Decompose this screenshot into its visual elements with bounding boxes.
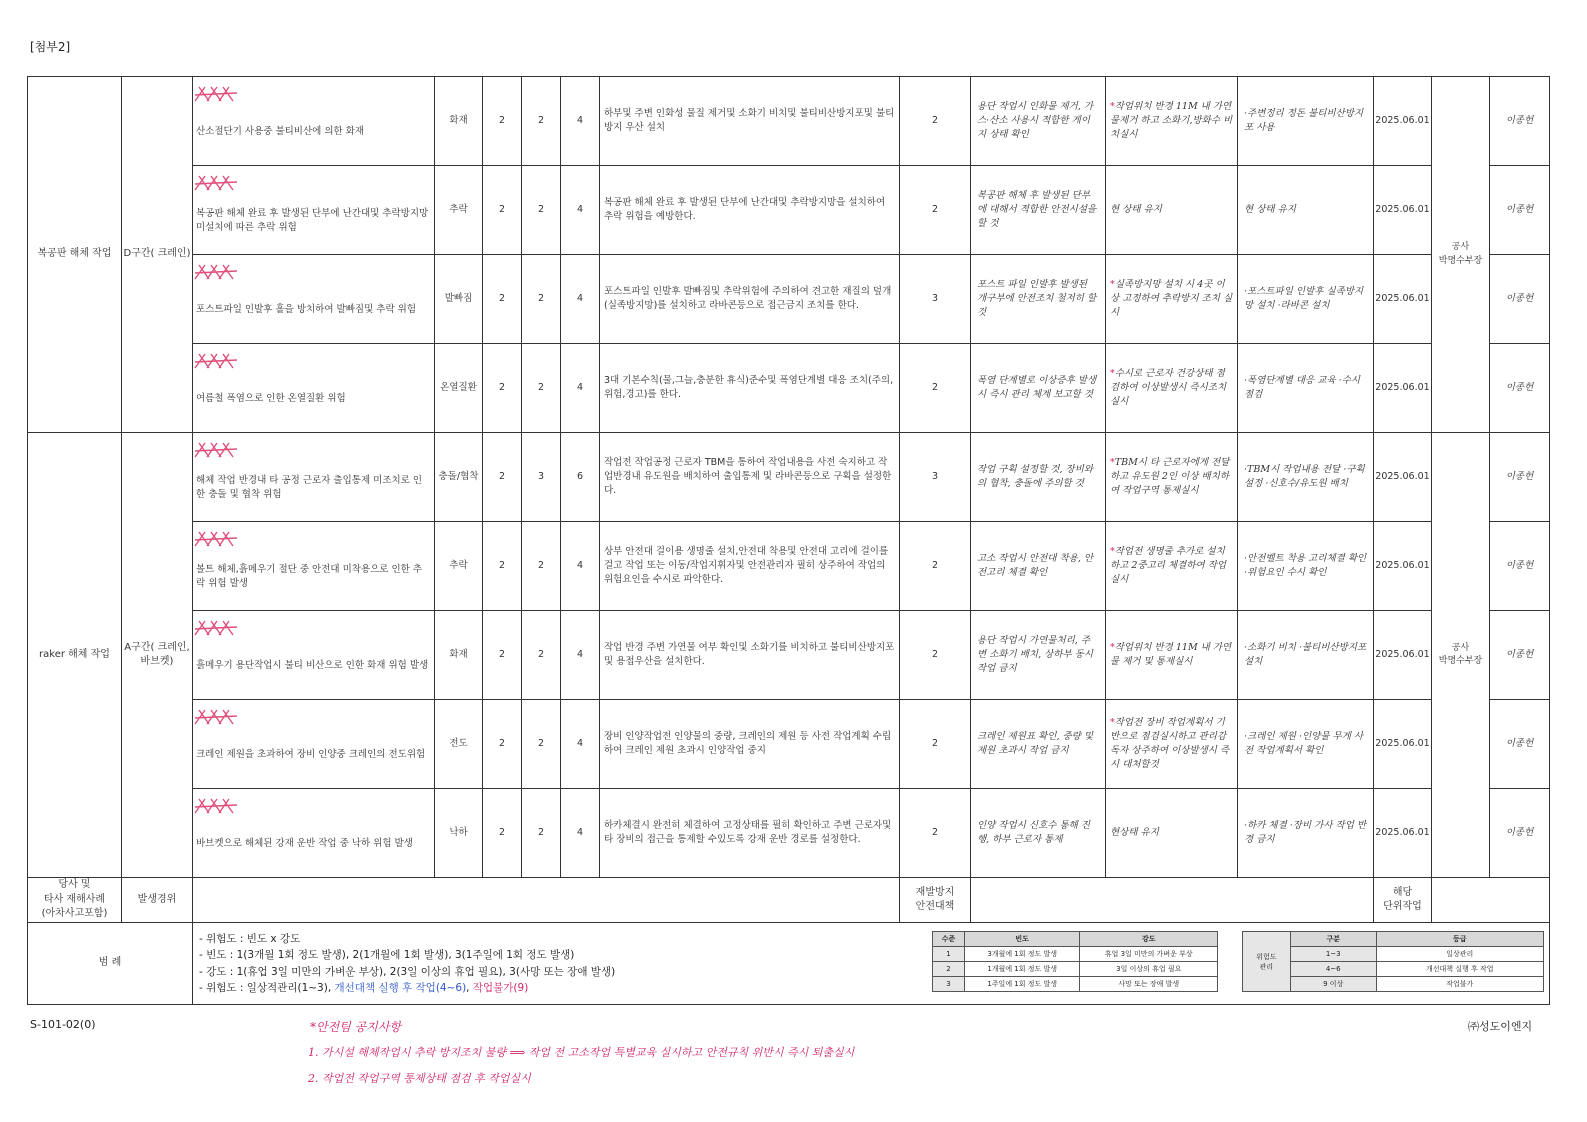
handwritten-improvement-note [1106, 522, 1238, 611]
risk-after-value: 2 [900, 611, 971, 700]
severity-value: 2 [522, 789, 561, 878]
legend-stop-text: 작업불가(9) [472, 981, 529, 994]
legend-label: 범 례 [28, 923, 193, 1005]
check-mark-icon [193, 261, 241, 283]
unit-work-label: 해당 단위작업 [1374, 878, 1432, 923]
check-mark-icon [193, 83, 241, 105]
check-mark-icon [193, 795, 241, 817]
accident-type: 발빠짐 [435, 255, 483, 344]
safety-notice-title: *안전팀 공지사항 [310, 1020, 401, 1034]
mini-header-row [933, 932, 1218, 947]
check-mark-icon [193, 706, 241, 728]
hazard-text: 산소절단기 사용중 불티비산에 의한 화재 [196, 126, 365, 138]
safety-measure: 장비 인양작업전 인양물의 중량, 크레인의 제원 등 사전 작업계획 수립하여 크레인 제원 초과시 인양작업 중지 [600, 700, 900, 789]
safety-notice-2: 2. 작업전 작업구역 통제상태 점검 후 작업실시 [308, 1072, 531, 1085]
document-code: S-101-02(0) [30, 1018, 96, 1031]
accident-type: 온열질환 [435, 344, 483, 433]
severity-value: 2 [522, 166, 561, 255]
handwritten-improvement-note [1106, 166, 1238, 255]
mini-cell: 1~3 [1290, 947, 1376, 962]
hazard-cell [193, 789, 435, 878]
hazard-text: 볼트 해체,흙메우기 절단 중 안전대 미착용으로 인한 추락 위험 발생 [196, 564, 423, 589]
company-name: ㈜성도이엔지 [1468, 1020, 1533, 1033]
completion-date: 2025.06.01 [1374, 344, 1432, 433]
check-mark-icon [193, 172, 241, 194]
risk-value: 4 [561, 166, 600, 255]
asterisk-mark: * [1110, 546, 1115, 558]
work-name: 복공판 해체 작업 [28, 77, 122, 433]
risk-after-value: 2 [900, 166, 971, 255]
handwritten-result-note: ·포스트파일 인발후 실족방지망 설치 ·라바콘 설치 [1238, 255, 1374, 344]
mini-header: 빈도 [964, 932, 1080, 947]
checker-signature: 이종헌 [1490, 611, 1550, 700]
severity-value: 3 [522, 433, 561, 522]
handwritten-check-note: 포스트 파일 인발후 발생된 개구부에 안전조치 철저히 할 것 [971, 255, 1106, 344]
mini-cell: 4~6 [1290, 962, 1376, 977]
accident-type: 추락 [435, 522, 483, 611]
hazard-cell [193, 611, 435, 700]
handwritten-result-note: ·주변정리 정돈 불티비산방지포 사용 [1238, 77, 1374, 166]
completion-date: 2025.06.01 [1374, 611, 1432, 700]
mini-cell: 1주일에 1회 정도 발생 [964, 977, 1080, 992]
risk-after-value: 2 [900, 522, 971, 611]
asterisk-mark: * [1110, 642, 1115, 654]
mini-cell: 2 [933, 962, 965, 977]
improvement-text: TBM시 타 근로자에게 전달하고 유도원 2인 이상 배치하여 작업구역 통제실시 [1110, 457, 1230, 496]
handwritten-improvement-note [1106, 255, 1238, 344]
risk-row [28, 77, 1550, 166]
hazard-cell [193, 166, 435, 255]
accident-type: 화재 [435, 611, 483, 700]
checker-signature: 이종헌 [1490, 789, 1550, 878]
risk-after-value: 2 [900, 77, 971, 166]
frequency-value: 2 [483, 344, 522, 433]
handwritten-check-note: 복공판 해체 후 발생된 단부에 대해서 적합한 안전시설을 할 것 [971, 166, 1106, 255]
hazard-cell [193, 77, 435, 166]
history-content [193, 878, 900, 923]
risk-row [28, 700, 1550, 789]
accident-case-row [28, 878, 1550, 923]
safety-measure: 3대 기본수칙(물,그늘,충분한 휴식)준수및 폭염단계별 대응 조치(주의,위험,경고)를 한다. [600, 344, 900, 433]
mini-cell: 3일 이상의 휴업 필요 [1080, 962, 1218, 977]
check-mark-icon [193, 617, 241, 639]
asterisk-mark: * [1110, 101, 1115, 113]
history-label: 발생경위 [122, 878, 193, 923]
hazard-text: 크레인 제원을 초과하여 장비 인양중 크레인의 전도위험 [196, 749, 426, 761]
severity-value: 2 [522, 700, 561, 789]
frequency-value: 2 [483, 522, 522, 611]
accident-type: 낙하 [435, 789, 483, 878]
frequency-value: 2 [483, 700, 522, 789]
prevention-content [971, 878, 1374, 923]
safety-measure: 하부및 주변 인화성 물질 제거및 소화기 비치및 불티비산방지포및 불티 방지 우산 설치 [600, 77, 900, 166]
mini-cell: 작업불가 [1376, 977, 1543, 992]
risk-value: 4 [561, 344, 600, 433]
improvement-text: 작업전 생명줄 추가로 설치하고 2중고리 체결하여 작업실시 [1110, 546, 1227, 585]
asterisk-mark: * [1110, 457, 1115, 469]
mini-cell: 1개월에 1회 정도 발생 [964, 962, 1080, 977]
handwritten-improvement-note [1106, 344, 1238, 433]
work-name: raker 해체 작업 [28, 433, 122, 878]
frequency-value: 2 [483, 611, 522, 700]
frequency-value: 2 [483, 77, 522, 166]
legend-improve-text: 개선대책 실행 후 작업(4~6) [334, 981, 467, 994]
safety-measure: 포스트파일 인발후 발빠짐및 추락위험에 주의하여 견고한 재질의 덮개(실족방지망)를 설치하고 라바콘등으로 접근금지 조치를 한다. [600, 255, 900, 344]
handwritten-result-note: ·크레인 제원 ·인양물 무게 사전 작업계획서 확인 [1238, 700, 1374, 789]
mini-cell: 3 [933, 977, 965, 992]
severity-value: 2 [522, 77, 561, 166]
handwritten-improvement-note [1106, 433, 1238, 522]
hazard-text: 바브켓으로 해체된 강재 운반 작업 중 낙하 위험 발생 [196, 838, 413, 850]
accident-type: 전도 [435, 700, 483, 789]
handwritten-result-note: 현 상태 유지 [1238, 166, 1374, 255]
mini-header: 수준 [933, 932, 965, 947]
improvement-text: 실족방지망 설치 시 4곳 이상 고정하여 추락방지 조치 실시 [1110, 279, 1233, 318]
improvement-text: 수시로 근로자 건강상태 점검하여 이상발생시 즉시조치실시 [1110, 368, 1227, 407]
severity-value: 2 [522, 255, 561, 344]
handwritten-result-note: ·소화기 비치 ·불티비산방지포 설치 [1238, 611, 1374, 700]
completion-date: 2025.06.01 [1374, 433, 1432, 522]
mini-cell: 9 이상 [1290, 977, 1376, 992]
accident-type: 충돌/협착 [435, 433, 483, 522]
mini-cell: 휴업 3일 미만의 가벼운 부상 [1080, 947, 1218, 962]
risk-row [28, 344, 1550, 433]
legend-line-4-prefix: - 위험도 : 일상적관리(1~3), [199, 981, 335, 994]
accident-type: 추락 [435, 166, 483, 255]
completion-date: 2025.06.01 [1374, 77, 1432, 166]
safety-measure: 작업전 작업공정 근로자 TBM을 통하여 작업내용을 사전 숙지하고 작업반경내 유도원을 배치하여 출입통제 및 라바콘등으로 구획을 설정한다. [600, 433, 900, 522]
prevention-label: 재발방지 안전대책 [900, 878, 971, 923]
risk-row [28, 255, 1550, 344]
checker-signature: 이종헌 [1490, 255, 1550, 344]
handwritten-check-note: 작업 구획 설정할 것, 장비와의 협착, 충돌에 주의할 것 [971, 433, 1106, 522]
approver: 공사 박명수부장 [1432, 433, 1490, 878]
work-area: A구간( 크레인,바브켓) [122, 433, 193, 878]
asterisk-mark: * [1110, 279, 1115, 291]
approver: 공사 박명수부장 [1432, 77, 1490, 433]
mini-header: 강도 [1080, 932, 1218, 947]
hazard-text: 포스트파일 인발후 홀을 방치하여 발빠짐및 추락 위험 [196, 304, 417, 316]
frequency-value: 2 [483, 166, 522, 255]
mini-cell: 개선대책 실행 후 작업 [1376, 962, 1543, 977]
unit-work-content [1432, 878, 1550, 923]
work-area: D구간( 크레인) [122, 77, 193, 433]
handwritten-check-note: 용단 작업시 가연물처리, 주변 소화기 배치, 상하부 동시작업 금지 [971, 611, 1106, 700]
checker-signature: 이종헌 [1490, 522, 1550, 611]
legend-line-2: - 빈도 : 1(3개월 1회 정도 발생), 2(1개월에 1회 발생), 3(1주일에 1회 정도 발생) [199, 949, 575, 962]
risk-row [28, 611, 1550, 700]
risk-value: 4 [561, 255, 600, 344]
improvement-text: 작업위치 반경 11M 내 가연물 제거 및 통제실시 [1110, 642, 1232, 667]
hazard-cell [193, 700, 435, 789]
risk-management-label: 위험도 관리 [1243, 932, 1291, 992]
asterisk-mark: * [1110, 368, 1115, 380]
frequency-severity-table [932, 931, 1218, 992]
improvement-text: 현 상태 유지 [1110, 204, 1162, 216]
legend-line-3: - 강도 : 1(휴업 3일 미만의 가벼운 부상), 2(3일 이상의 휴업 필요), 3(사망 또는 장애 발생) [199, 965, 616, 978]
risk-after-value: 2 [900, 700, 971, 789]
severity-value: 2 [522, 611, 561, 700]
risk-value: 4 [561, 700, 600, 789]
severity-value: 2 [522, 522, 561, 611]
completion-date: 2025.06.01 [1374, 789, 1432, 878]
checker-signature: 이종헌 [1490, 77, 1550, 166]
mini-cell: 사망 또는 장애 발생 [1080, 977, 1218, 992]
handwritten-check-note: 용단 작업시 인화물 제거, 가스·산소 사용시 적합한 게이지 상태 확인 [971, 77, 1106, 166]
risk-after-value: 3 [900, 433, 971, 522]
risk-after-value: 2 [900, 344, 971, 433]
mini-row [933, 947, 1218, 962]
check-mark-icon [193, 528, 241, 550]
risk-row [28, 789, 1550, 878]
attachment-label: [첨부2] [30, 40, 71, 54]
safety-measure: 하카체결시 완전히 체결하여 고정상태를 필히 확인하고 주변 근로자및 타 장비의 접근을 통제할 수있도록 강재 운반 경로를 설정한다. [600, 789, 900, 878]
handwritten-improvement-note [1106, 77, 1238, 166]
risk-value: 6 [561, 433, 600, 522]
handwritten-improvement-note [1106, 789, 1238, 878]
handwritten-check-note: 인양 작업시 신호수 통해 진행, 하부 근로자 통제 [971, 789, 1106, 878]
completion-date: 2025.06.01 [1374, 522, 1432, 611]
frequency-value: 2 [483, 789, 522, 878]
checker-signature: 이종헌 [1490, 700, 1550, 789]
risk-value: 4 [561, 789, 600, 878]
risk-value: 4 [561, 522, 600, 611]
safety-measure: 작업 반경 주변 가연물 여부 확인및 소화기를 비치하고 불티비산방지포및 용접우산을 설치한다. [600, 611, 900, 700]
check-mark-icon [193, 350, 241, 372]
mini-cell: 1 [933, 947, 965, 962]
handwritten-check-note: 고소 작업시 안전대 착용, 안전고리 체결 확인 [971, 522, 1106, 611]
risk-grade-table [1242, 931, 1544, 992]
risk-value: 4 [561, 77, 600, 166]
hazard-text: 흙메우기 용단작업시 불티 비산으로 인한 화재 위험 발생 [196, 660, 429, 672]
legend-sep: , [466, 981, 473, 994]
handwritten-result-note: ·TBM시 작업내용 전달 ·구획 설정 ·신호수/유도원 배치 [1238, 433, 1374, 522]
safety-measure: 상부 안전대 걸이용 생명줄 설치,안전대 착용및 안전대 고리에 걸이를 걸고 작업 또는 이동/작업지휘자및 안전관리자 필히 상주하여 작업의 위험요인을 수시로 파악한다. [600, 522, 900, 611]
handwritten-result-note: ·하카 체결 ·장비 가사 작업 반경 금지 [1238, 789, 1374, 878]
asterisk-mark: * [1110, 717, 1115, 729]
hazard-text: 여름철 폭염으로 인한 온열질환 위험 [196, 393, 346, 405]
frequency-value: 2 [483, 433, 522, 522]
handwritten-check-note: 크레인 제원표 확인, 중량 및 제원 초과시 작업 금지 [971, 700, 1106, 789]
completion-date: 2025.06.01 [1374, 255, 1432, 344]
improvement-text: 현상태 유지 [1110, 827, 1159, 839]
accident-type: 화재 [435, 77, 483, 166]
checker-signature: 이종헌 [1490, 344, 1550, 433]
checker-signature: 이종헌 [1490, 166, 1550, 255]
safety-measure: 복공판 해체 완료 후 발생된 단부에 난간대및 추락방지망을 설치하여 추락 위험을 예방한다. [600, 166, 900, 255]
mini-header: 등급 [1376, 932, 1543, 947]
safety-notice-1: 1. 가시설 해체작업시 추락 방지조치 불량 ⟹ 작업 전 고소작업 특별교육 실시하고 안전규칙 위반시 즉시 퇴출실시 [308, 1046, 855, 1059]
improvement-text: 작업전 장비 작업계획서 기반으로 점검실시하고 관리감독자 상주하여 이상발생시 즉시 대처할것 [1110, 717, 1230, 770]
risk-row [28, 522, 1550, 611]
completion-date: 2025.06.01 [1374, 700, 1432, 789]
hazard-cell [193, 522, 435, 611]
hazard-cell [193, 433, 435, 522]
frequency-value: 2 [483, 255, 522, 344]
risk-row [28, 166, 1550, 255]
accident-case-label: 당사 및 타사 재해사례 (아차사고포함) [28, 878, 122, 923]
mini-cell: 3개월에 1회 정도 발생 [964, 947, 1080, 962]
handwritten-result-note: ·폭염단계별 대응 교육 ·수시 점검 [1238, 344, 1374, 433]
risk-value: 4 [561, 611, 600, 700]
severity-value: 2 [522, 344, 561, 433]
mini-cell: 일상관리 [1376, 947, 1543, 962]
risk-after-value: 3 [900, 255, 971, 344]
completion-date: 2025.06.01 [1374, 166, 1432, 255]
hazard-text: 해체 작업 반경내 타 공정 근로자 출입통제 미조치로 인한 충돌 및 협착 위험 [196, 475, 423, 500]
hazard-text: 복공판 해체 완료 후 발생된 단부에 난간대및 추락방지망 미설치에 따른 추락 위험 [196, 208, 429, 233]
legend-line-1: - 위험도 : 빈도 x 강도 [199, 932, 301, 945]
hazard-cell [193, 255, 435, 344]
check-mark-icon [193, 439, 241, 461]
handwritten-result-note: ·안전벨트 착용 고리체결 확인 ·위험요인 수시 확인 [1238, 522, 1374, 611]
mini-row [933, 977, 1218, 992]
handwritten-check-note: 폭염 단계별로 이상증후 발생시 즉시 관리 체계 보고할 것 [971, 344, 1106, 433]
handwritten-improvement-note [1106, 611, 1238, 700]
risk-assessment-table [27, 76, 1550, 1005]
handwritten-improvement-note [1106, 700, 1238, 789]
mini-header-row [1243, 932, 1544, 947]
mini-row [933, 962, 1218, 977]
risk-row [28, 433, 1550, 522]
risk-after-value: 2 [900, 789, 971, 878]
hazard-cell [193, 344, 435, 433]
improvement-text: 작업위치 반경 11M 내 가연물제거 하고 소화기,방화수 비치실시 [1110, 101, 1233, 140]
mini-header: 구분 [1290, 932, 1376, 947]
checker-signature: 이종헌 [1490, 433, 1550, 522]
